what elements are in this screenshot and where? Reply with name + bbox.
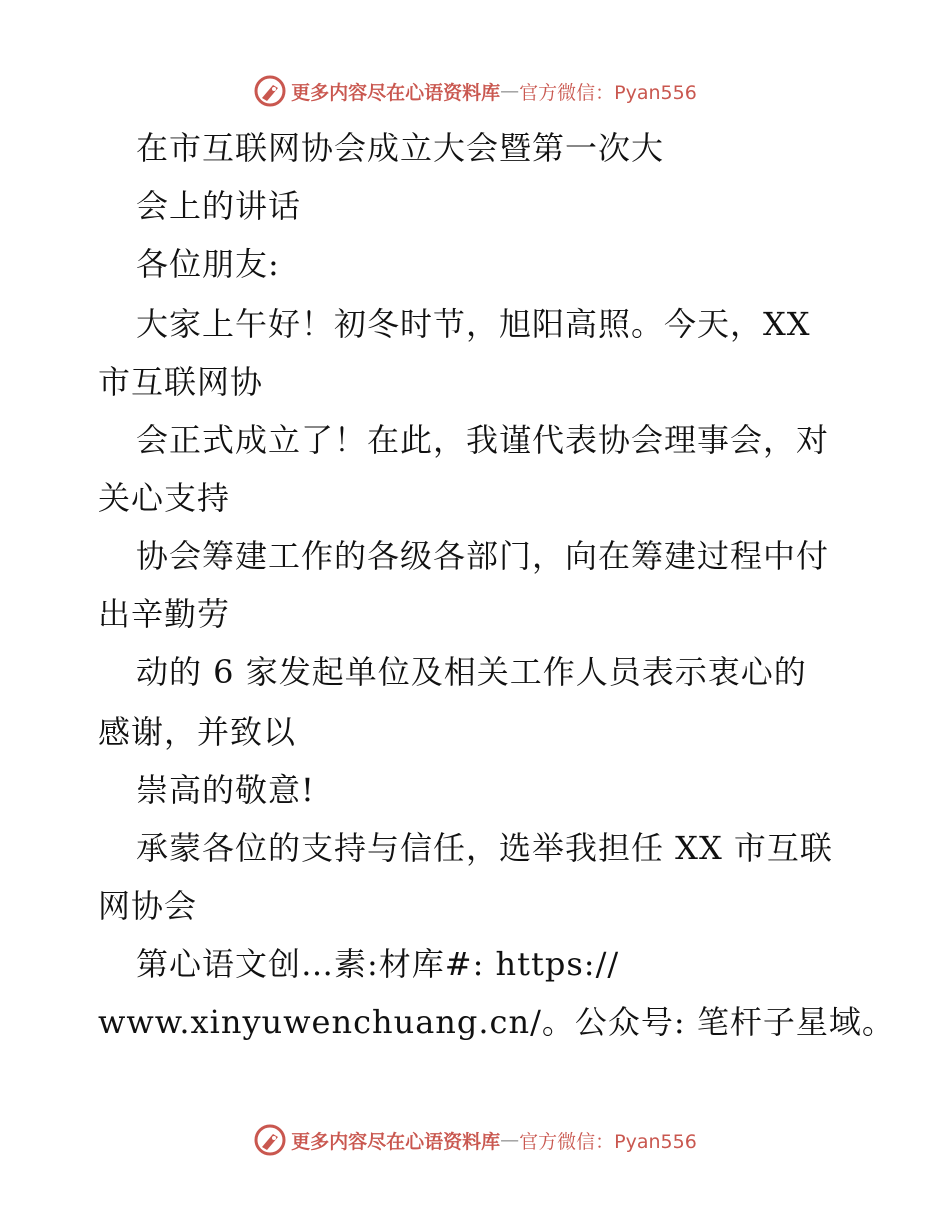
banner-brand-text: 更多内容尽在心语资料库: [291, 81, 501, 104]
source-url-line: www.xinyuwenchuang.cn/。公众号: 笔杆子星域。: [98, 1003, 895, 1041]
footer-watermark-banner: [0, 1120, 950, 1160]
paragraph-line: 市互联网协: [98, 363, 264, 401]
paragraph-line: 感谢，并致以: [98, 713, 297, 751]
banner-brand-text: 更多内容尽在心语资料库: [291, 1130, 501, 1153]
document-title-line-2: 会上的讲话: [136, 187, 302, 225]
banner-dash: —: [500, 1129, 520, 1151]
document-title-line-1: 在市互联网协会成立大会暨第一次大: [136, 129, 665, 167]
source-note-line: 第心语文创…素:材库#: https://: [136, 945, 620, 983]
paragraph-line: 承蒙各位的支持与信任，选举我担任 XX 市互联: [136, 829, 833, 867]
banner-dash: —: [500, 80, 520, 102]
paragraph-line: 会正式成立了！在此，我谨代表协会理事会，对: [136, 421, 830, 459]
paragraph-line: 动的 6 家发起单位及相关工作人员表示衷心的: [136, 653, 807, 691]
paragraph-line: 出辛勤劳: [98, 595, 231, 633]
banner-wechat-text: 官方微信：Pyan556: [519, 1130, 697, 1153]
banner-wechat-text: 官方微信：Pyan556: [519, 81, 697, 104]
paragraph-line: 网协会: [98, 887, 198, 925]
paragraph-line: 协会筹建工作的各级各部门，向在筹建过程中付: [136, 537, 830, 575]
salutation: 各位朋友:: [136, 245, 280, 283]
paragraph-line: 关心支持: [98, 479, 231, 517]
paragraph-line: 大家上午好！初冬时节，旭阳高照。今天，XX: [136, 305, 811, 343]
header-watermark-banner: [0, 71, 950, 111]
paragraph-line: 崇高的敬意!: [136, 771, 315, 809]
pen-nib-logo-icon: [253, 74, 287, 108]
pen-nib-logo-icon: [253, 1123, 287, 1157]
